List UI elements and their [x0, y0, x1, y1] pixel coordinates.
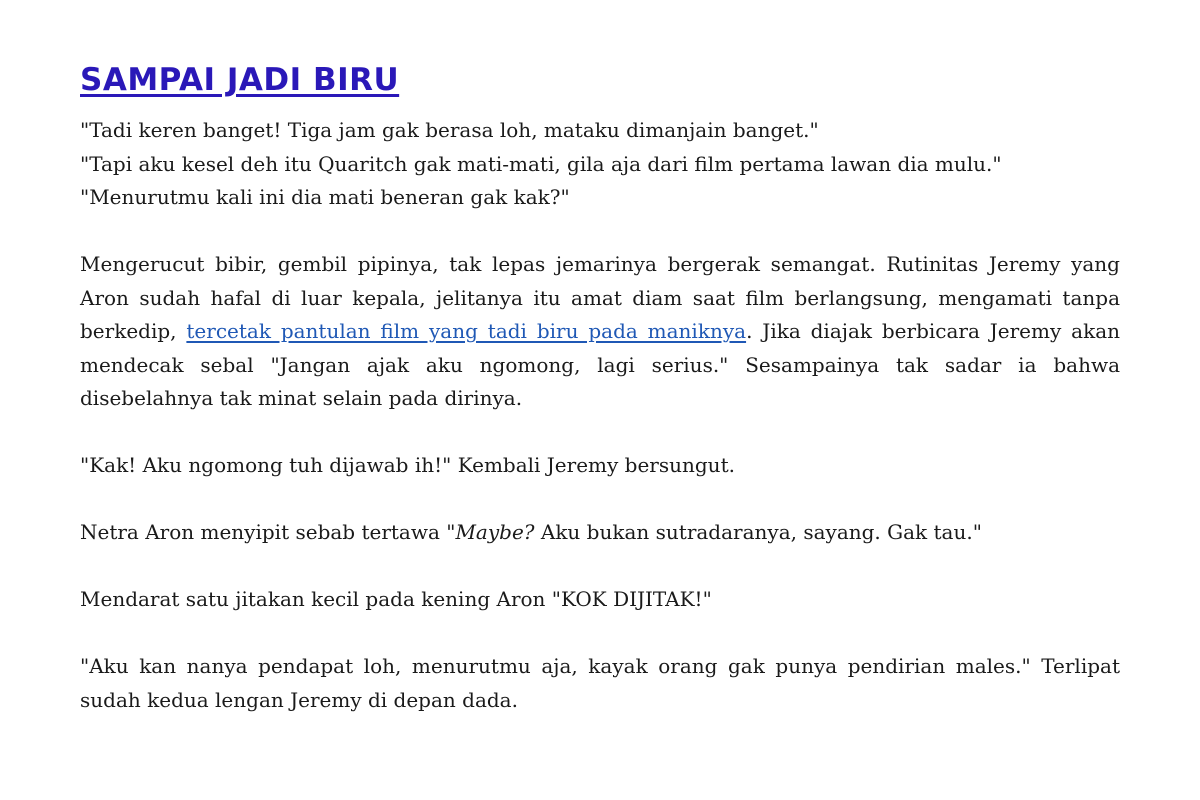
narration-paragraph-laugh: [80, 516, 1120, 550]
narration-paragraph-flick: Mendarat satu jitakan kecil pada kening Aron "KOK DIJITAK!": [80, 587, 712, 611]
dialogue-line-3: "Menurutmu kali ini dia mati beneran gak kak?": [80, 185, 570, 209]
routine-text-before-link: Mengerucut bibir, gembil pipinya, tak lepas jemarinya bergerak semangat. Rutinitas Jeremy yang Aron sudah hafal di luar kepala, jelitanya itu amat diam saat film berlangsung, mengamati tanpa berkedip,: [80, 252, 1120, 343]
laugh-text-before-italic: Netra Aron menyipit sebab tertawa: [80, 520, 447, 544]
dialogue-line-2: "Tapi aku kesel deh itu Quaritch gak mati-mati, gila aja dari film pertama lawan dia mulu.": [80, 151, 1002, 176]
dialogue-paragraph: [80, 114, 1120, 215]
story-page: [80, 58, 1120, 751]
inline-story-link[interactable]: tercetak pantulan film yang tadi biru pada maniknya: [186, 319, 747, 343]
routine-text-after-link: . Jika diajak berbicara Jeremy akan mendecak sebal "Jangan ajak aku ngomong, lagi serius." Sesampainya tak sadar ia bahwa disebelahnya tak minat selain pada dirinya.: [80, 319, 1120, 410]
laugh-text-after-italic: Aku bukan sutradaranya, sayang. Gak tau.": [534, 520, 982, 544]
narration-paragraph-arms-folded: "Aku kan nanya pendapat loh, menurutmu aja, kayak orang gak punya pendirian males." Terlipat sudah kedua lengan Jeremy di depan dada.: [80, 654, 1120, 712]
laugh-italic-text: "Maybe?: [446, 520, 535, 544]
dialogue-line-1: "Tadi keren banget! Tiga jam gak berasa loh, mataku dimanjain banget.": [80, 118, 819, 142]
narration-paragraph-routine: [80, 248, 1120, 416]
story-title-link[interactable]: SAMPAI JADI BIRU: [80, 62, 400, 98]
narration-paragraph-sulk: "Kak! Aku ngomong tuh dijawab ih!" Kembali Jeremy bersungut.: [80, 453, 735, 477]
